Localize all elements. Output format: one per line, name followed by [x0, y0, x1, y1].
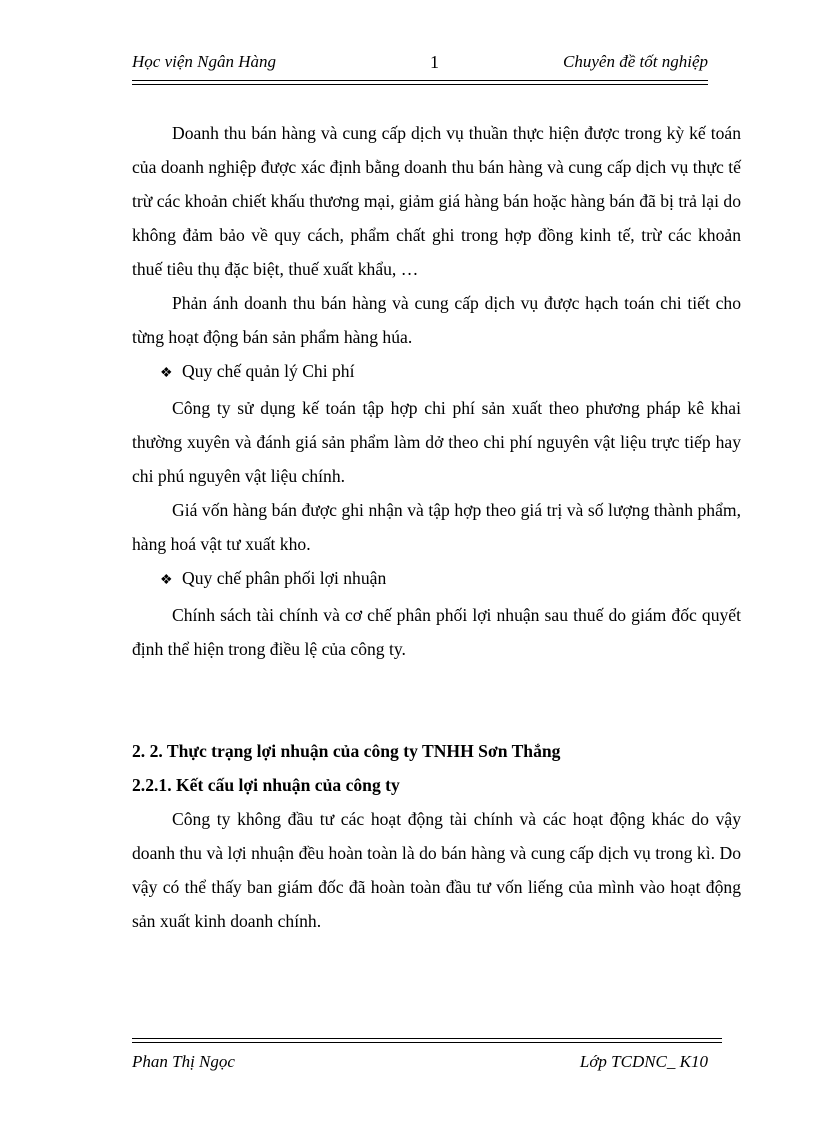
bullet-profit-distribution [132, 561, 741, 598]
diamond-cross-bullet-icon: ❖ [160, 573, 173, 588]
bullet-profit-distribution-label: Quy chế phân phối lợi nhuận [182, 568, 387, 588]
diamond-cross-bullet-icon: ❖ [160, 366, 173, 381]
subsection-heading: 2.2.1. Kết cấu lợi nhuận của công ty [132, 775, 400, 795]
paragraph-revenue-reporting: Phản ánh doanh thu bán hàng và cung cấp dịch vụ được hạch toán chi tiết cho từng hoạt động bán sản phẩm hàng húa. [132, 293, 741, 347]
header-rule-top [132, 80, 708, 81]
footer-rule-bottom [132, 1042, 722, 1043]
paragraph-revenue-definition: Doanh thu bán hàng và cung cấp dịch vụ thuần thực hiện được trong kỳ kế toán của doanh nghiệp được xác định bằng doanh thu bán hàng và cung cấp dịch vụ thực tế trừ các khoản chiết khấu thương mại, giảm giá hàng bán hoặc hàng bán đã bị trả lại do không đảm bảo về quy cách, phẩm chất ghi trong hợp đồng kinh tế, trừ các khoản thuế tiêu thụ đặc biệt, thuế xuất khẩu, … [132, 123, 741, 279]
paragraph-distribution-policy: Chính sách tài chính và cơ chế phân phối lợi nhuận sau thuế do giám đốc quyết định thể hiện trong điều lệ của công ty. [132, 605, 741, 659]
paragraph-profit-structure: Công ty không đầu tư các hoạt động tài chính và các hoạt động khác do vậy doanh thu và lợi nhuận đều hoàn toàn là do bán hàng và cung cấp dịch vụ trong kì. Do vậy có thể thấy ban giám đốc đã hoàn toàn đầu tư vốn liếng của mình vào hoạt động sản xuất kinh doanh chính. [132, 809, 741, 931]
footer-class: Lớp TCDNC_ K10 [579, 1052, 708, 1071]
header-institution: Học viện Ngân Hàng [132, 52, 277, 71]
paragraph-cost-of-goods: Giá vốn hàng bán được ghi nhận và tập hợp theo giá trị và số lượng thành phẩm, hàng hoá vật tư xuất kho. [132, 500, 741, 554]
bullet-cost-policy [132, 354, 741, 391]
header-document-type: Chuyên đề tốt nghiệp [563, 52, 708, 71]
bullet-cost-policy-label: Quy chế quản lý Chi phí [182, 361, 355, 381]
page-number: 1 [430, 52, 439, 72]
paragraph-cost-accounting: Công ty sử dụng kế toán tập hợp chi phí sản xuất theo phương pháp kê khai thường xuyên và đánh giá sản phẩm làm dở theo chi phí nguyên vật liệu trực tiếp hay chi phú nguyên vật liệu chính. [132, 398, 741, 486]
footer-rule-top [132, 1038, 722, 1039]
section-spacer [132, 666, 741, 734]
page-body [132, 116, 741, 938]
footer-author: Phan Thị Ngọc [132, 1052, 235, 1071]
section-heading: 2. 2. Thực trạng lợi nhuận của công ty TNHH Sơn Thắng [132, 741, 561, 761]
header-rule-bottom [132, 84, 708, 85]
page-header [132, 50, 708, 76]
